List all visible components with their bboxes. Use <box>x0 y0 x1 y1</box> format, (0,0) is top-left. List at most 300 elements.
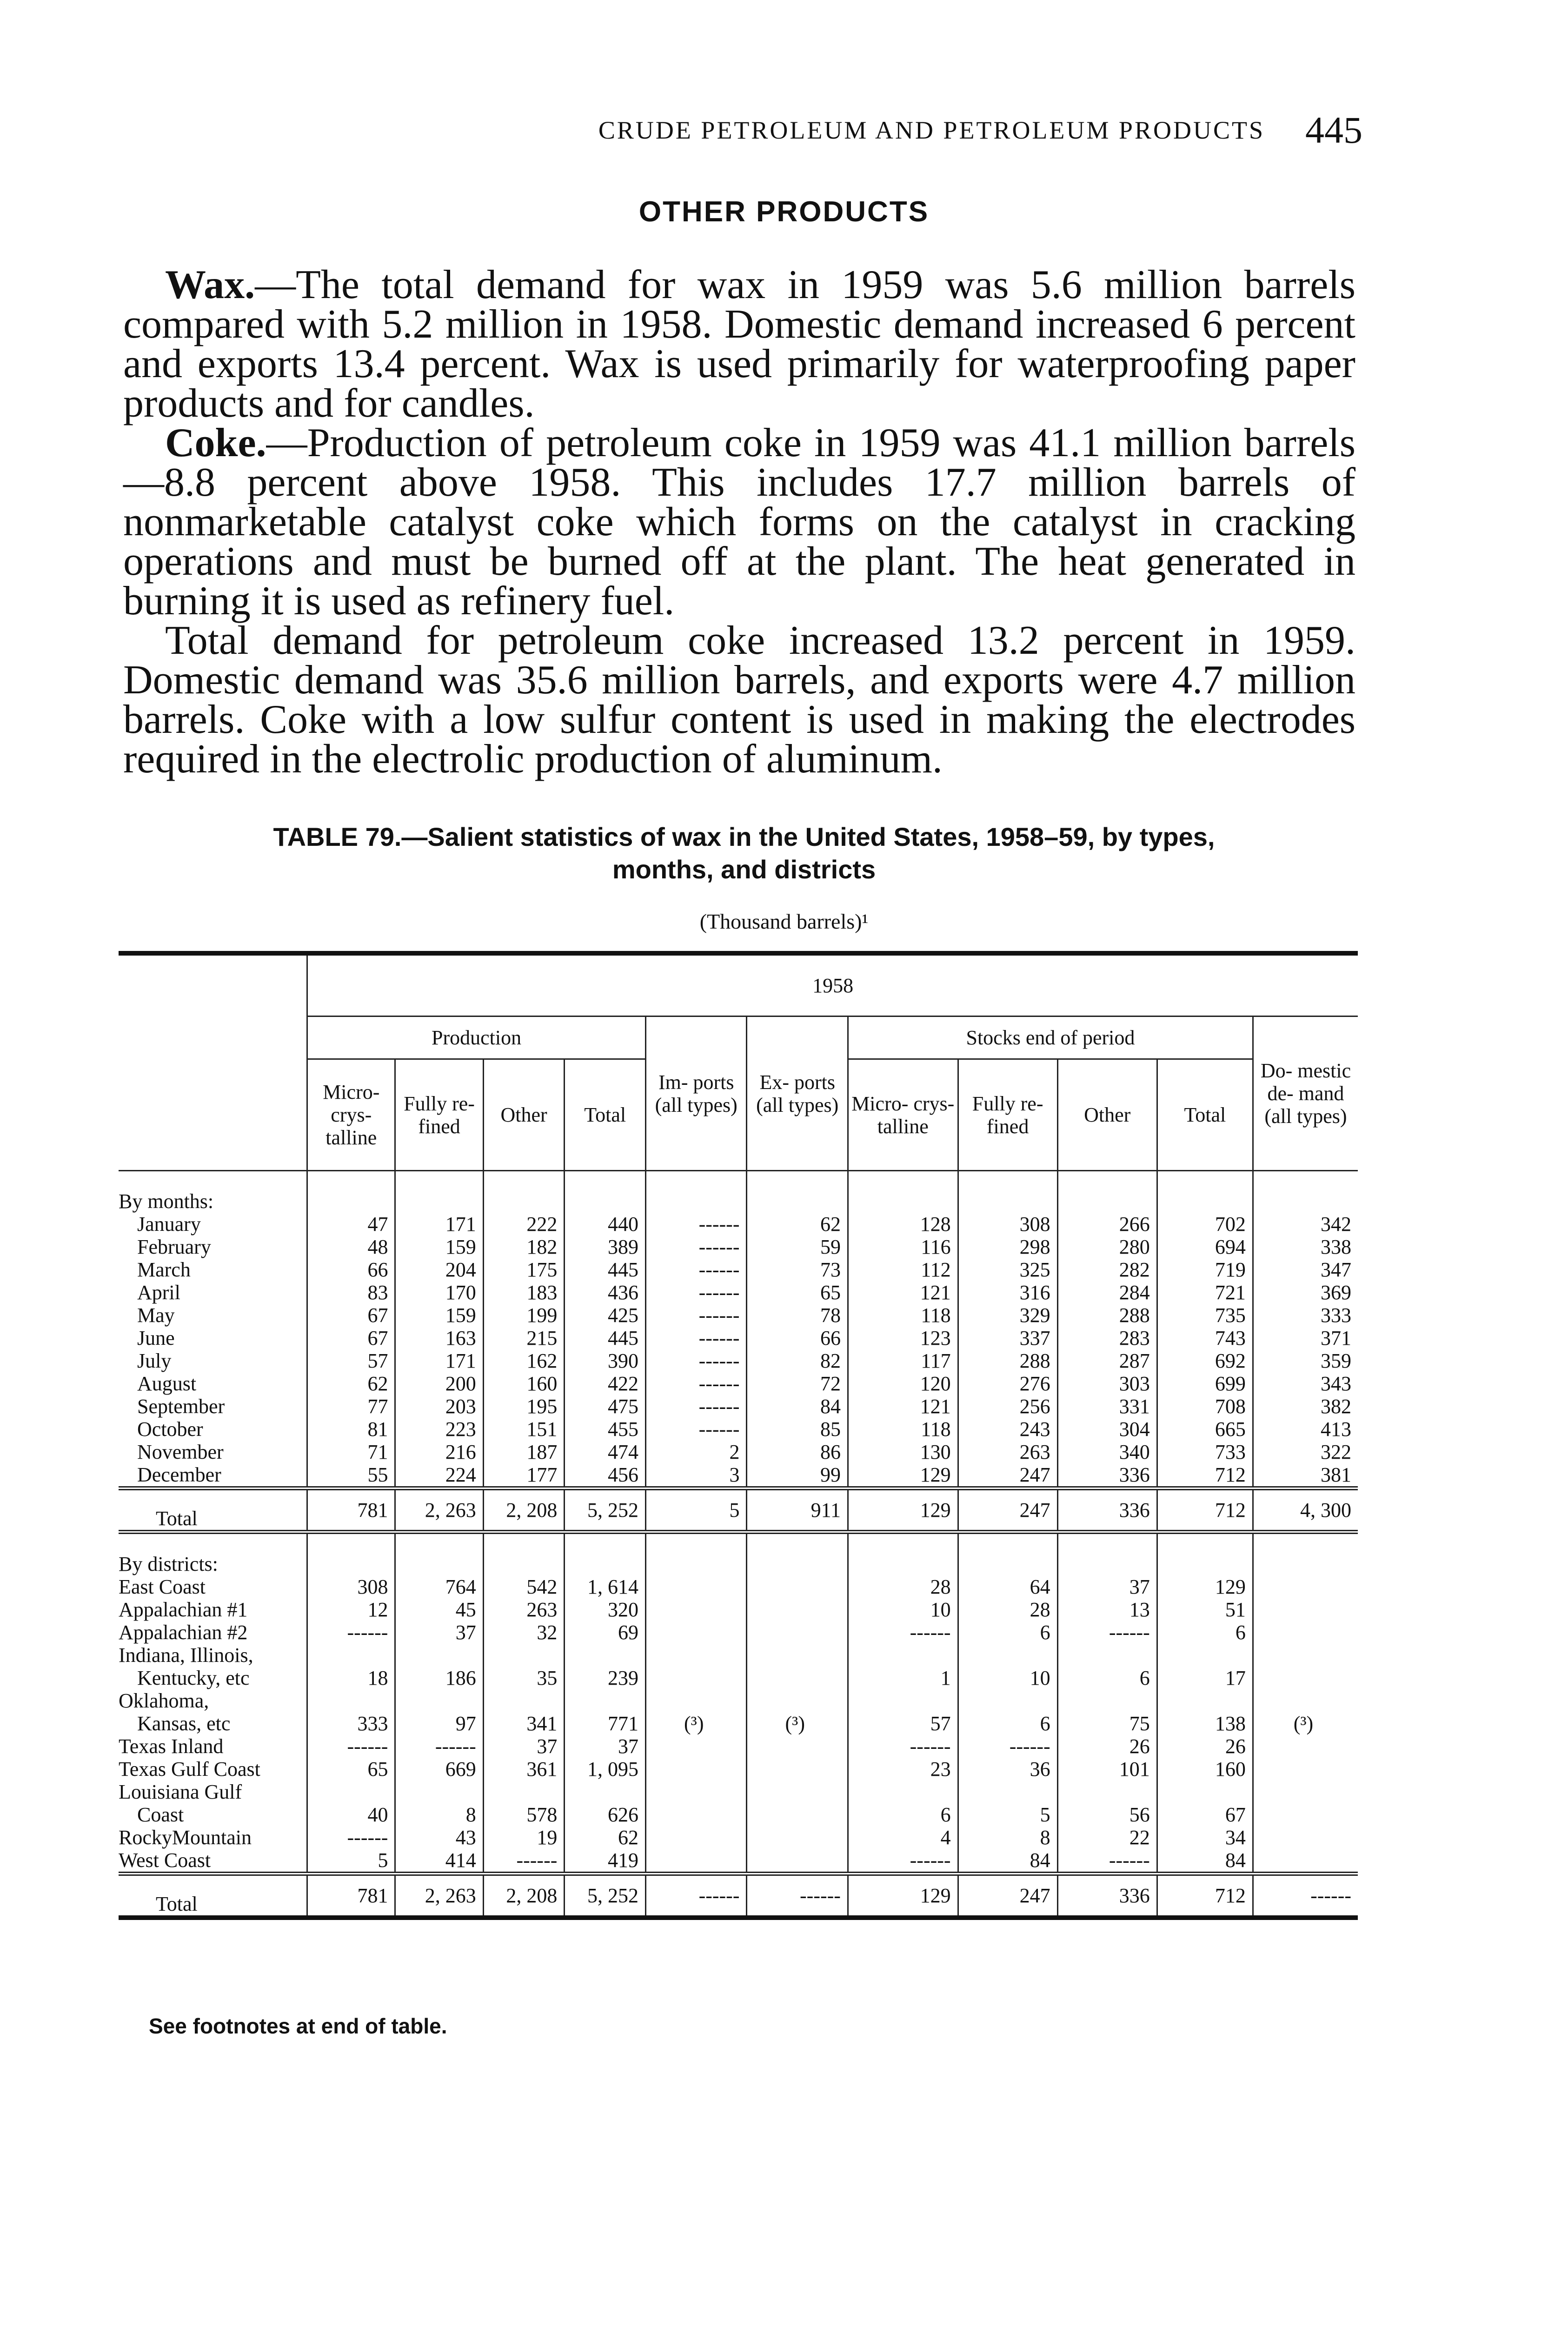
row-label <box>119 1735 307 1758</box>
row-label <box>119 1575 307 1598</box>
stocks-fully-cell: 247 <box>958 1463 1057 1488</box>
paragraph-text: —Production of petroleum coke in 1959 was 41.1 million barrels—8.8 percent above 1958. This includes 17.7 million barrels of nonmarketable catalyst coke which forms on the catalyst in cracking operations and must be burned off at the plant. The heat generated in burning it is used as refinery fuel. <box>123 420 1355 624</box>
production-total-cell: 456 <box>565 1463 646 1488</box>
stocks-total-cell: 712 <box>1157 1463 1253 1488</box>
production-fully-cell: 171 <box>395 1213 483 1236</box>
empty-cell <box>483 1190 565 1213</box>
exports-cell: ------ <box>747 1874 848 1918</box>
stocks-micro-cell: 6 <box>848 1780 958 1826</box>
month-name: April <box>137 1281 180 1304</box>
month-name: March <box>137 1258 191 1281</box>
district-name: East Coast <box>119 1575 206 1598</box>
row-label <box>119 1621 307 1644</box>
total-label: Total <box>156 1893 198 1915</box>
domestic-demand-cell: 342 <box>1253 1213 1358 1236</box>
production-fully-cell: 669 <box>395 1758 483 1780</box>
domestic-demand-note-cell: (³) <box>1253 1575 1358 1874</box>
exports-cell: 78 <box>747 1304 848 1327</box>
production-other-cell: 187 <box>483 1441 565 1463</box>
imports-cell: ------ <box>646 1349 747 1372</box>
domestic-demand-cell: 338 <box>1253 1236 1358 1258</box>
production-other-cell: 542 <box>483 1575 565 1598</box>
running-head: CRUDE PETROLEUM AND PETROLEUM PRODUCTS <box>598 116 1265 144</box>
stocks-total-cell: 26 <box>1157 1735 1253 1758</box>
stocks-total-cell: 733 <box>1157 1441 1253 1463</box>
production-total-cell: 626 <box>565 1780 646 1826</box>
table-row <box>119 1258 1358 1281</box>
production-other-cell: 37 <box>483 1735 565 1758</box>
stocks-other-cell: 283 <box>1057 1327 1157 1349</box>
production-fully-cell: 170 <box>395 1281 483 1304</box>
stocks-total-cell: 743 <box>1157 1327 1253 1349</box>
production-other-cell: 151 <box>483 1418 565 1441</box>
row-label: By months: <box>119 1190 214 1213</box>
production-micro-cell: 57 <box>307 1349 395 1372</box>
empty-cell <box>1157 1532 1253 1553</box>
exports-cell: 66 <box>747 1327 848 1349</box>
stocks-total-cell: 17 <box>1157 1644 1253 1689</box>
production-total-cell: 436 <box>565 1281 646 1304</box>
row-label <box>119 1826 307 1849</box>
empty-cell <box>307 1532 395 1553</box>
page-number: 445 <box>1305 109 1362 151</box>
production-total-cell: 389 <box>565 1236 646 1258</box>
domestic-demand-cell: 381 <box>1253 1463 1358 1488</box>
stocks-fully-cell: 329 <box>958 1304 1057 1327</box>
stocks-micro-cell: 129 <box>848 1874 958 1918</box>
row-label <box>119 1258 307 1281</box>
total-label: Total <box>156 1507 198 1530</box>
production-micro-cell: 67 <box>307 1327 395 1349</box>
year-header: 1958 <box>307 953 1358 1016</box>
domestic-demand-cell: 333 <box>1253 1304 1358 1327</box>
month-name: September <box>137 1395 225 1418</box>
imports-header: Im- ports (all types) <box>646 1016 747 1171</box>
table-row <box>119 1304 1358 1327</box>
stocks-total-cell: 129 <box>1157 1575 1253 1598</box>
empty-cell <box>1057 1532 1157 1553</box>
empty-cell <box>646 1190 747 1213</box>
production-other-cell: 175 <box>483 1258 565 1281</box>
production-micro-cell: 81 <box>307 1418 395 1441</box>
stocks-micro-cell: 1 <box>848 1644 958 1689</box>
district-name: Appalachian #2 <box>119 1621 248 1644</box>
stocks-other-cell: 266 <box>1057 1213 1157 1236</box>
production-other-cell: 2, 208 <box>483 1874 565 1918</box>
empty-cell <box>646 1532 747 1553</box>
production-fully-cell: 764 <box>395 1575 483 1598</box>
production-other-cell: 195 <box>483 1395 565 1418</box>
stocks-micro-cell: 121 <box>848 1281 958 1304</box>
production-total-cell: 5, 252 <box>565 1874 646 1918</box>
table-caption-line: TABLE 79.—Salient statistics of wax in the United States, 1958–59, by types, <box>273 822 1215 851</box>
stocks-fully-cell: 288 <box>958 1349 1057 1372</box>
exports-cell: 72 <box>747 1372 848 1395</box>
month-name: December <box>137 1463 221 1486</box>
paragraph-coke <box>123 420 1355 624</box>
stocks-micro-cell: ------ <box>848 1735 958 1758</box>
production-fully-cell: 2, 263 <box>395 1874 483 1918</box>
production-group-header: Production <box>307 1016 646 1059</box>
production-micro-cell: ------ <box>307 1826 395 1849</box>
production-total-cell: 425 <box>565 1304 646 1327</box>
stocks-fully-cell: ------ <box>958 1735 1057 1758</box>
exports-cell: 99 <box>747 1463 848 1488</box>
districts-section-label <box>119 1553 1358 1575</box>
empty-cell <box>958 1532 1057 1553</box>
stocks-micro-cell: 120 <box>848 1372 958 1395</box>
production-total-cell: 440 <box>565 1213 646 1236</box>
section-title: OTHER PRODUCTS <box>638 196 930 228</box>
months-section-label <box>119 1190 1358 1213</box>
production-other-cell: 32 <box>483 1621 565 1644</box>
row-label <box>119 1598 307 1621</box>
empty-cell <box>395 1171 483 1190</box>
production-other-cell: 162 <box>483 1349 565 1372</box>
empty-cell <box>1057 1190 1157 1213</box>
row-label <box>119 1304 307 1327</box>
empty-cell <box>1157 1171 1253 1190</box>
stocks-micro-cell: 112 <box>848 1258 958 1281</box>
month-name: February <box>137 1236 211 1258</box>
stocks-fully-cell: 243 <box>958 1418 1057 1441</box>
exports-cell: 82 <box>747 1349 848 1372</box>
empty-cell <box>307 1171 395 1190</box>
stocks-fully-cell: 247 <box>958 1874 1057 1918</box>
empty-cell <box>565 1553 646 1575</box>
empty-cell <box>1057 1171 1157 1190</box>
production-fully-cell: 163 <box>395 1327 483 1349</box>
district-name: West Coast <box>119 1849 211 1872</box>
row-label <box>119 1689 307 1735</box>
production-other-cell: 2, 208 <box>483 1488 565 1532</box>
stocks-fully-cell: 36 <box>958 1758 1057 1780</box>
month-name: July <box>137 1349 172 1372</box>
production-micro-cell: 77 <box>307 1395 395 1418</box>
production-total-cell: 455 <box>565 1418 646 1441</box>
table-row <box>119 1327 1358 1349</box>
empty-cell <box>848 1553 958 1575</box>
production-total-cell: 445 <box>565 1258 646 1281</box>
exports-cell: 73 <box>747 1258 848 1281</box>
production-total-cell: 445 <box>565 1327 646 1349</box>
imports-cell: 5 <box>646 1488 747 1532</box>
production-total-cell: 419 <box>565 1849 646 1874</box>
body-text <box>123 262 1355 782</box>
table-caption <box>140 821 1349 886</box>
stocks-micro-cell: 129 <box>848 1463 958 1488</box>
paragraph-text: —The total demand for wax in 1959 was 5.6 million barrels compared with 5.2 million in 1958. Domestic demand increased 6 percent and exports 13.4 percent. Wax is used primarily for waterproofing paper products and for candles. <box>123 262 1355 426</box>
stocks-total-cell: 708 <box>1157 1395 1253 1418</box>
stocks-other-cell: 280 <box>1057 1236 1157 1258</box>
stocks-total-cell: 160 <box>1157 1758 1253 1780</box>
production-fully-cell: 200 <box>395 1372 483 1395</box>
stocks-total-cell: 34 <box>1157 1826 1253 1849</box>
row-label <box>119 1213 307 1236</box>
production-total-cell: 1, 614 <box>565 1575 646 1598</box>
production-total-header: Total <box>565 1059 646 1171</box>
production-total-cell: 390 <box>565 1349 646 1372</box>
imports-cell: ------ <box>646 1236 747 1258</box>
table-row <box>119 1575 1358 1598</box>
empty-cell <box>958 1171 1057 1190</box>
table-row <box>119 1463 1358 1488</box>
empty-cell <box>565 1190 646 1213</box>
stocks-fully-cell: 28 <box>958 1598 1057 1621</box>
empty-cell <box>395 1190 483 1213</box>
empty-cell <box>119 1171 307 1190</box>
stocks-other-cell: 282 <box>1057 1258 1157 1281</box>
production-micro-cell: 18 <box>307 1644 395 1689</box>
production-other-cell: 182 <box>483 1236 565 1258</box>
stocks-fully-cell: 316 <box>958 1281 1057 1304</box>
empty-cell <box>848 1190 958 1213</box>
paragraph-text: Total demand for petroleum coke increased 13.2 percent in 1959. Domestic demand was 35.6 million barrels, and exports were 4.7 million barrels. Coke with a low sulfur content is used in making the electrodes required in the electrolic production of aluminum. <box>123 618 1355 782</box>
table-row <box>119 1349 1358 1372</box>
empty-cell <box>395 1532 483 1553</box>
stocks-total-cell: 719 <box>1157 1258 1253 1281</box>
production-other-cell: 578 <box>483 1780 565 1826</box>
stocks-other-cell: 75 <box>1057 1689 1157 1735</box>
production-fully-cell: 203 <box>395 1395 483 1418</box>
table-row <box>119 1281 1358 1304</box>
empty-cell <box>1253 1553 1358 1575</box>
district-name-continued: Kentucky, etc <box>137 1667 250 1689</box>
stocks-other-cell: 284 <box>1057 1281 1157 1304</box>
imports-cell: ------ <box>646 1418 747 1441</box>
production-fully-cell: 2, 263 <box>395 1488 483 1532</box>
production-fully-cell: 43 <box>395 1826 483 1849</box>
stocks-other-cell: 13 <box>1057 1598 1157 1621</box>
empty-cell <box>747 1190 848 1213</box>
production-micro-cell: ------ <box>307 1621 395 1644</box>
stocks-total-cell: 712 <box>1157 1874 1253 1918</box>
paragraph-wax <box>123 262 1355 426</box>
production-fully-cell: 216 <box>395 1441 483 1463</box>
row-label <box>119 1418 307 1441</box>
production-micro-cell: 62 <box>307 1372 395 1395</box>
stocks-other-cell: ------ <box>1057 1849 1157 1874</box>
table-row <box>119 1441 1358 1463</box>
district-name: Appalachian #1 <box>119 1598 248 1621</box>
exports-cell: 84 <box>747 1395 848 1418</box>
production-total-cell: 37 <box>565 1735 646 1758</box>
row-label <box>119 1849 307 1874</box>
production-fully-header: Fully re- fined <box>395 1059 483 1171</box>
paragraph-lead: Coke. <box>165 420 266 465</box>
production-other-cell: 183 <box>483 1281 565 1304</box>
production-other-cell: 361 <box>483 1758 565 1780</box>
domestic-demand-cell: 382 <box>1253 1395 1358 1418</box>
row-label <box>119 1874 307 1918</box>
stocks-other-cell: 6 <box>1057 1644 1157 1689</box>
production-fully-cell: 159 <box>395 1304 483 1327</box>
stocks-fully-cell: 247 <box>958 1488 1057 1532</box>
imports-cell: 3 <box>646 1463 747 1488</box>
stocks-other-cell: 304 <box>1057 1418 1157 1441</box>
stocks-total-cell: 6 <box>1157 1621 1253 1644</box>
month-name: May <box>137 1304 175 1327</box>
production-total-cell: 62 <box>565 1826 646 1849</box>
row-label <box>119 1236 307 1258</box>
production-other-cell: 160 <box>483 1372 565 1395</box>
imports-cell: 2 <box>646 1441 747 1463</box>
production-micro-cell: 48 <box>307 1236 395 1258</box>
row-label <box>119 1780 307 1826</box>
production-fully-cell: 159 <box>395 1236 483 1258</box>
stocks-micro-cell: ------ <box>848 1621 958 1644</box>
row-label <box>119 1395 307 1418</box>
domestic-demand-cell: 343 <box>1253 1372 1358 1395</box>
empty-cell <box>747 1532 848 1553</box>
stocks-fully-cell: 84 <box>958 1849 1057 1874</box>
production-fully-cell: 223 <box>395 1418 483 1441</box>
stocks-other-cell: 101 <box>1057 1758 1157 1780</box>
production-other-cell: 215 <box>483 1327 565 1349</box>
domestic-demand-cell: 4, 300 <box>1253 1488 1358 1532</box>
production-fully-cell: 186 <box>395 1644 483 1689</box>
empty-cell <box>646 1171 747 1190</box>
exports-cell: 65 <box>747 1281 848 1304</box>
stocks-total-cell: 84 <box>1157 1849 1253 1874</box>
stocks-fully-cell: 10 <box>958 1644 1057 1689</box>
production-micro-cell: 781 <box>307 1874 395 1918</box>
table-row <box>119 1395 1358 1418</box>
production-micro-cell: 5 <box>307 1849 395 1874</box>
table-row <box>119 1372 1358 1395</box>
stocks-total-cell: 665 <box>1157 1418 1253 1441</box>
empty-cell <box>307 1190 395 1213</box>
stocks-fully-cell: 5 <box>958 1780 1057 1826</box>
domestic-demand-cell: 369 <box>1253 1281 1358 1304</box>
production-total-cell: 5, 252 <box>565 1488 646 1532</box>
exports-note-cell: (³) <box>747 1575 848 1874</box>
district-name: Texas Gulf Coast <box>119 1758 260 1780</box>
row-label <box>119 1349 307 1372</box>
stocks-micro-cell: ------ <box>848 1849 958 1874</box>
district-name-continued: Kansas, etc <box>137 1712 231 1735</box>
empty-cell <box>1157 1190 1253 1213</box>
production-fully-cell: 37 <box>395 1621 483 1644</box>
empty-cell <box>646 1553 747 1575</box>
row-label <box>119 1327 307 1349</box>
domestic-demand-cell: 359 <box>1253 1349 1358 1372</box>
month-name: November <box>137 1441 224 1463</box>
production-micro-cell: 71 <box>307 1441 395 1463</box>
production-fully-cell: ------ <box>395 1735 483 1758</box>
production-total-cell: 771 <box>565 1689 646 1735</box>
stocks-other-cell: 331 <box>1057 1395 1157 1418</box>
exports-cell: 59 <box>747 1236 848 1258</box>
spacer-row <box>119 1532 1358 1553</box>
empty-cell <box>483 1553 565 1575</box>
domestic-demand-cell: 371 <box>1253 1327 1358 1349</box>
stocks-micro-cell: 118 <box>848 1418 958 1441</box>
empty-cell <box>958 1553 1057 1575</box>
empty-cell <box>395 1553 483 1575</box>
stocks-micro-cell: 117 <box>848 1349 958 1372</box>
table-row <box>119 1418 1358 1441</box>
stocks-micro-cell: 130 <box>848 1441 958 1463</box>
stocks-total-header: Total <box>1157 1059 1253 1171</box>
stocks-micro-cell: 118 <box>848 1304 958 1327</box>
stocks-total-cell: 699 <box>1157 1372 1253 1395</box>
domestic-demand-cell: ------ <box>1253 1874 1358 1918</box>
exports-cell: 86 <box>747 1441 848 1463</box>
empty-cell <box>483 1532 565 1553</box>
footnote-reference: See footnotes at end of table. <box>149 2014 447 2038</box>
row-label <box>119 1441 307 1463</box>
production-other-header: Other <box>483 1059 565 1171</box>
production-total-cell: 1, 095 <box>565 1758 646 1780</box>
stocks-total-cell: 51 <box>1157 1598 1253 1621</box>
stocks-total-cell: 694 <box>1157 1236 1253 1258</box>
stocks-total-cell: 721 <box>1157 1281 1253 1304</box>
production-fully-cell: 204 <box>395 1258 483 1281</box>
empty-cell <box>307 1553 395 1575</box>
stocks-other-cell: 288 <box>1057 1304 1157 1327</box>
stocks-total-cell: 712 <box>1157 1488 1253 1532</box>
imports-cell: ------ <box>646 1304 747 1327</box>
stocks-other-cell: 340 <box>1057 1441 1157 1463</box>
stocks-other-cell: ------ <box>1057 1621 1157 1644</box>
stocks-fully-cell: 64 <box>958 1575 1057 1598</box>
month-name: January <box>137 1213 201 1236</box>
stocks-other-cell: 56 <box>1057 1780 1157 1826</box>
empty-cell <box>1157 1553 1253 1575</box>
production-total-cell: 320 <box>565 1598 646 1621</box>
exports-cell: 62 <box>747 1213 848 1236</box>
stocks-total-cell: 692 <box>1157 1349 1253 1372</box>
production-other-cell: 341 <box>483 1689 565 1735</box>
empty-cell <box>1253 1532 1358 1553</box>
stocks-total-cell: 735 <box>1157 1304 1253 1327</box>
stocks-micro-cell: 57 <box>848 1689 958 1735</box>
imports-cell: ------ <box>646 1327 747 1349</box>
page-header <box>126 109 1362 151</box>
empty-cell <box>848 1532 958 1553</box>
empty-cell <box>565 1171 646 1190</box>
production-total-cell: 69 <box>565 1621 646 1644</box>
row-label <box>119 1488 307 1532</box>
production-micro-cell: 781 <box>307 1488 395 1532</box>
production-other-cell: 35 <box>483 1644 565 1689</box>
production-fully-cell: 45 <box>395 1598 483 1621</box>
spacer-row <box>119 1171 1358 1190</box>
imports-cell: ------ <box>646 1258 747 1281</box>
stocks-other-cell: 336 <box>1057 1874 1157 1918</box>
stocks-total-cell: 702 <box>1157 1213 1253 1236</box>
stocks-total-cell: 138 <box>1157 1689 1253 1735</box>
empty-cell <box>1253 1190 1358 1213</box>
district-name: Oklahoma, <box>119 1689 209 1712</box>
stocks-micro-cell: 116 <box>848 1236 958 1258</box>
row-label <box>119 1463 307 1488</box>
exports-cell: 911 <box>747 1488 848 1532</box>
production-total-cell: 422 <box>565 1372 646 1395</box>
production-fully-cell: 224 <box>395 1463 483 1488</box>
district-name-continued: Coast <box>137 1803 184 1826</box>
stocks-other-cell: 303 <box>1057 1372 1157 1395</box>
district-name: Texas Inland <box>119 1735 224 1758</box>
exports-cell: 85 <box>747 1418 848 1441</box>
month-name: October <box>137 1418 203 1441</box>
stocks-fully-cell: 6 <box>958 1621 1057 1644</box>
production-micro-cell: 308 <box>307 1575 395 1598</box>
empty-cell <box>483 1171 565 1190</box>
district-name: RockyMountain <box>119 1826 252 1849</box>
district-name: Indiana, Illinois, <box>119 1644 253 1667</box>
